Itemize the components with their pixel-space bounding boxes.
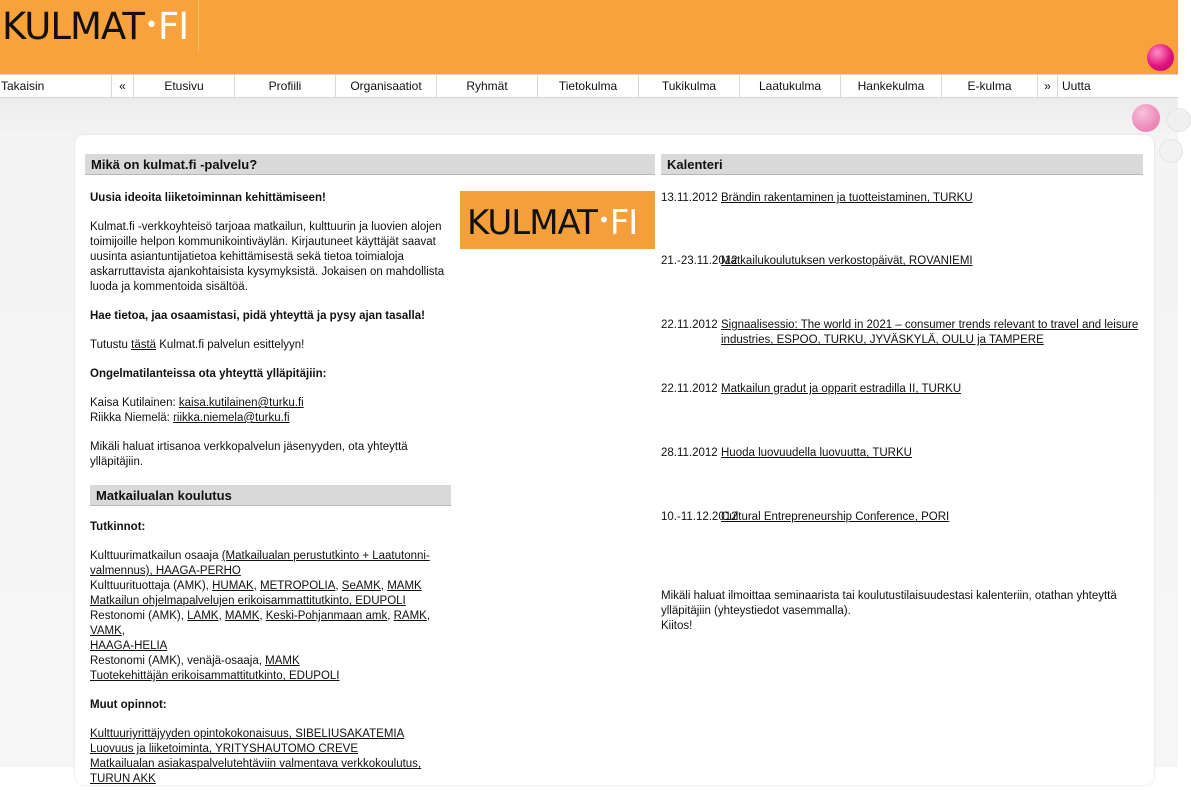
nav-tietokulma[interactable]: Tietokulma xyxy=(538,75,639,97)
education-section xyxy=(90,520,450,801)
nav-hankekulma[interactable]: Hankekulma xyxy=(841,75,942,97)
about-cancel-text: Mikäli haluat irtisanoa verkkopalvelun jäsenyyden, ota yhteyttä ylläpitäjiin. xyxy=(90,441,408,468)
event-date: 13.11.2012 xyxy=(661,192,718,204)
degree4-link-haaga-helia[interactable]: HAAGA-HELIA xyxy=(90,640,168,652)
other-studies-list xyxy=(90,727,450,787)
degree5-link[interactable]: MAMK xyxy=(265,655,300,667)
degree1-prefix: Kulttuurimatkailun osaaja xyxy=(90,550,222,562)
degree4-link-mamk[interactable]: MAMK xyxy=(224,610,260,622)
degree2-link-humak[interactable]: HUMAK xyxy=(212,580,254,592)
event-link[interactable]: Matkailun gradut ja opparit estradilla II, TURKU xyxy=(721,383,962,395)
about-intro-link-line xyxy=(90,338,456,353)
about-heading-info: Hae tietoa, jaa osaamistasi, pidä yhteyttä ja pysy ajan tasalla! xyxy=(90,310,425,322)
event-link[interactable]: Huoda luovuudella luovuutta, TURKU xyxy=(721,447,912,459)
degree4-link-ramk[interactable]: RAMK xyxy=(393,610,427,622)
nav-laatukulma[interactable]: Laatukulma xyxy=(740,75,841,97)
about-heading-ideas: Uusia ideoita liiketoiminnan kehittämiseen! xyxy=(90,192,326,204)
contact1-name: Kaisa Kutilainen: xyxy=(90,397,179,409)
event-date: 22.11.2012 xyxy=(661,383,718,395)
degree5-prefix: Restonomi (AMK), venäjä-osaaja, xyxy=(90,655,266,667)
event-date: 10.-11.12.2012 xyxy=(661,511,738,523)
nav-etusivu[interactable]: Etusivu xyxy=(134,75,235,97)
calendar-thanks: Kiitos! xyxy=(661,620,693,632)
event-link[interactable]: Brändin rakentaminen ja tuotteistaminen, TURKU xyxy=(721,192,973,204)
nav-e-kulma[interactable]: E-kulma xyxy=(942,75,1038,97)
nav-organisaatiot[interactable]: Organisaatiot xyxy=(336,75,437,97)
degree2-link-seamk[interactable]: SeAMK xyxy=(341,580,381,592)
other-study3-link[interactable]: Matkailualan asiakaspalvelutehtäviin valmentava verkkokoulutus, TURUN AKK xyxy=(90,758,422,785)
logo-block-fi: FI xyxy=(609,203,638,243)
about-section-title: Mikä on kulmat.fi -palvelu? xyxy=(85,154,655,175)
degree2-prefix: Kulttuurituottaja (AMK), xyxy=(90,580,213,592)
nav-ryhmat[interactable]: Ryhmät xyxy=(437,75,538,97)
event-link[interactable]: Signaalisessio: The world in 2021 – consumer trends relevant to travel and leisure industries, ESPOO, TURKU, JYVÄSKYLÄ, OULU ja TAMPERE xyxy=(721,319,1139,346)
site-logo[interactable] xyxy=(0,0,199,52)
contact-list xyxy=(90,396,456,426)
intro-link-here[interactable]: tästä xyxy=(131,339,157,351)
decorative-bubble-gray xyxy=(1167,108,1191,132)
about-intro-text: Kulmat.fi -verkkoyhteisö tarjoaa matkailun, kulttuurin ja luovien alojen toimijoille helpon kommunikointiväylän. Kirjautuneet käyttäjät saavat uusinta asiantuntijatietoa kehittämisestä sekä tietoa toimialoja askarruttavista ajankohtaisista kysymyksistä. Jokaisen on mahdollista luoda ja kommentoida sisältöä. xyxy=(90,221,445,293)
logo-fi-text: FI xyxy=(157,5,189,48)
contact2-name: Riikka Niemelä: xyxy=(90,412,174,424)
logo-block-main: KULMAT xyxy=(467,203,597,243)
main-navigation xyxy=(0,74,1178,98)
other-study1-link[interactable]: Kulttuuriyrittäjyyden opintokokonaisuus, SIBELIUSAKATEMIA xyxy=(90,728,405,740)
degrees-heading: Tutkinnot: xyxy=(90,521,146,533)
calendar-note xyxy=(661,589,1131,634)
nav-back[interactable]: Takaisin xyxy=(0,75,112,97)
contact1-email-link[interactable]: kaisa.kutilainen@turku.fi xyxy=(178,397,304,409)
decorative-bubble-light-pink xyxy=(1132,104,1160,132)
intro-link-suffix: Kulmat.fi palvelun esittelyyn! xyxy=(156,339,305,351)
event-link[interactable]: Cultural Entrepreneurship Conference, PORI xyxy=(721,511,950,523)
logo-block-dot: • xyxy=(597,208,609,232)
degree3-link[interactable]: Matkailun ohjelmapalvelujen erikoisammattitutkinto, EDUPOLI xyxy=(90,595,406,607)
nav-tukikulma[interactable]: Tukikulma xyxy=(639,75,740,97)
degree4-link-lamk[interactable]: LAMK xyxy=(187,610,219,622)
nav-prev-arrow[interactable]: « xyxy=(112,75,134,97)
nav-uutta[interactable]: Uutta xyxy=(1062,79,1091,93)
event-date: 21.-23.11.2012 xyxy=(661,255,738,267)
other-study2-link[interactable]: Luovuus ja liiketoiminta, YRITYSHAUTOMO CREVE xyxy=(90,743,358,755)
education-section-title: Matkailualan koulutus xyxy=(90,485,451,506)
decorative-bubble-pink xyxy=(1147,44,1174,71)
degree4-prefix: Restonomi (AMK), xyxy=(90,610,188,622)
calendar-note-text: Mikäli haluat ilmoittaa seminaarista tai koulutustilaisuudestasi kalenteriin, otathan yhteyttä ylläpitäjiin (yhteystiedot vasemmalla). xyxy=(661,590,1117,617)
decorative-bubble-gray-small xyxy=(1159,139,1183,163)
nav-next-arrow[interactable]: » xyxy=(1038,75,1058,97)
intro-link-prefix: Tutustu xyxy=(90,339,132,351)
degree2-link-metropolia[interactable]: METROPOLIA xyxy=(260,580,336,592)
contact2-email-link[interactable]: riikka.niemela@turku.fi xyxy=(173,412,290,424)
degrees-list: Kulttuurimatkailun osaaja (Matkailualan perustutkinto + Laatutonni-valmennus), HAAGA-PERHO Kulttuurituottaja (AMK), HUMAK, METROPOLIA, SeAMK, MAMK Matkailun ohjelmapalvelujen erikoisammattitutkinto, EDUPOLI Restonomi (AMK), LAMK, MAMK, Keski-Pohjanmaan amk, RAMK, VAMK, HAAGA-HELIA Restonomi (AMK), venäjä-osaaja, MAMK Tuotekehittäjän erikoisammattitutkinto, EDUPOLI xyxy=(90,550,431,682)
calendar-section-title: Kalenteri xyxy=(661,154,1143,175)
degree4-link-kpamk[interactable]: Keski-Pohjanmaan amk xyxy=(265,610,388,622)
about-section xyxy=(90,191,456,484)
nav-profiili[interactable]: Profiili xyxy=(235,75,336,97)
logo-dot: • xyxy=(144,13,157,38)
kulmat-logo-block xyxy=(460,191,655,249)
degree1-link[interactable]: (Matkailualan perustutkinto + Laatutonni-valmennus), HAAGA-PERHO xyxy=(90,550,430,577)
logo-main-text: KULMAT xyxy=(2,5,144,48)
degree6-link[interactable]: Tuotekehittäjän erikoisammattitutkinto, EDUPOLI xyxy=(90,670,340,682)
other-studies-heading: Muut opinnot: xyxy=(90,699,167,711)
site-header xyxy=(0,0,1178,74)
event-date: 28.11.2012 xyxy=(661,447,718,459)
event-date: 22.11.2012 xyxy=(661,319,718,331)
degree2-link-mamk[interactable]: MAMK xyxy=(387,580,422,592)
event-link[interactable]: Matkailukoulutuksen verkostopäivät, ROVANIEMI xyxy=(721,255,973,267)
about-heading-contact: Ongelmatilanteissa ota yhteyttä ylläpitäjiin: xyxy=(90,368,327,380)
degree4-link-vamk[interactable]: VAMK xyxy=(90,625,122,637)
